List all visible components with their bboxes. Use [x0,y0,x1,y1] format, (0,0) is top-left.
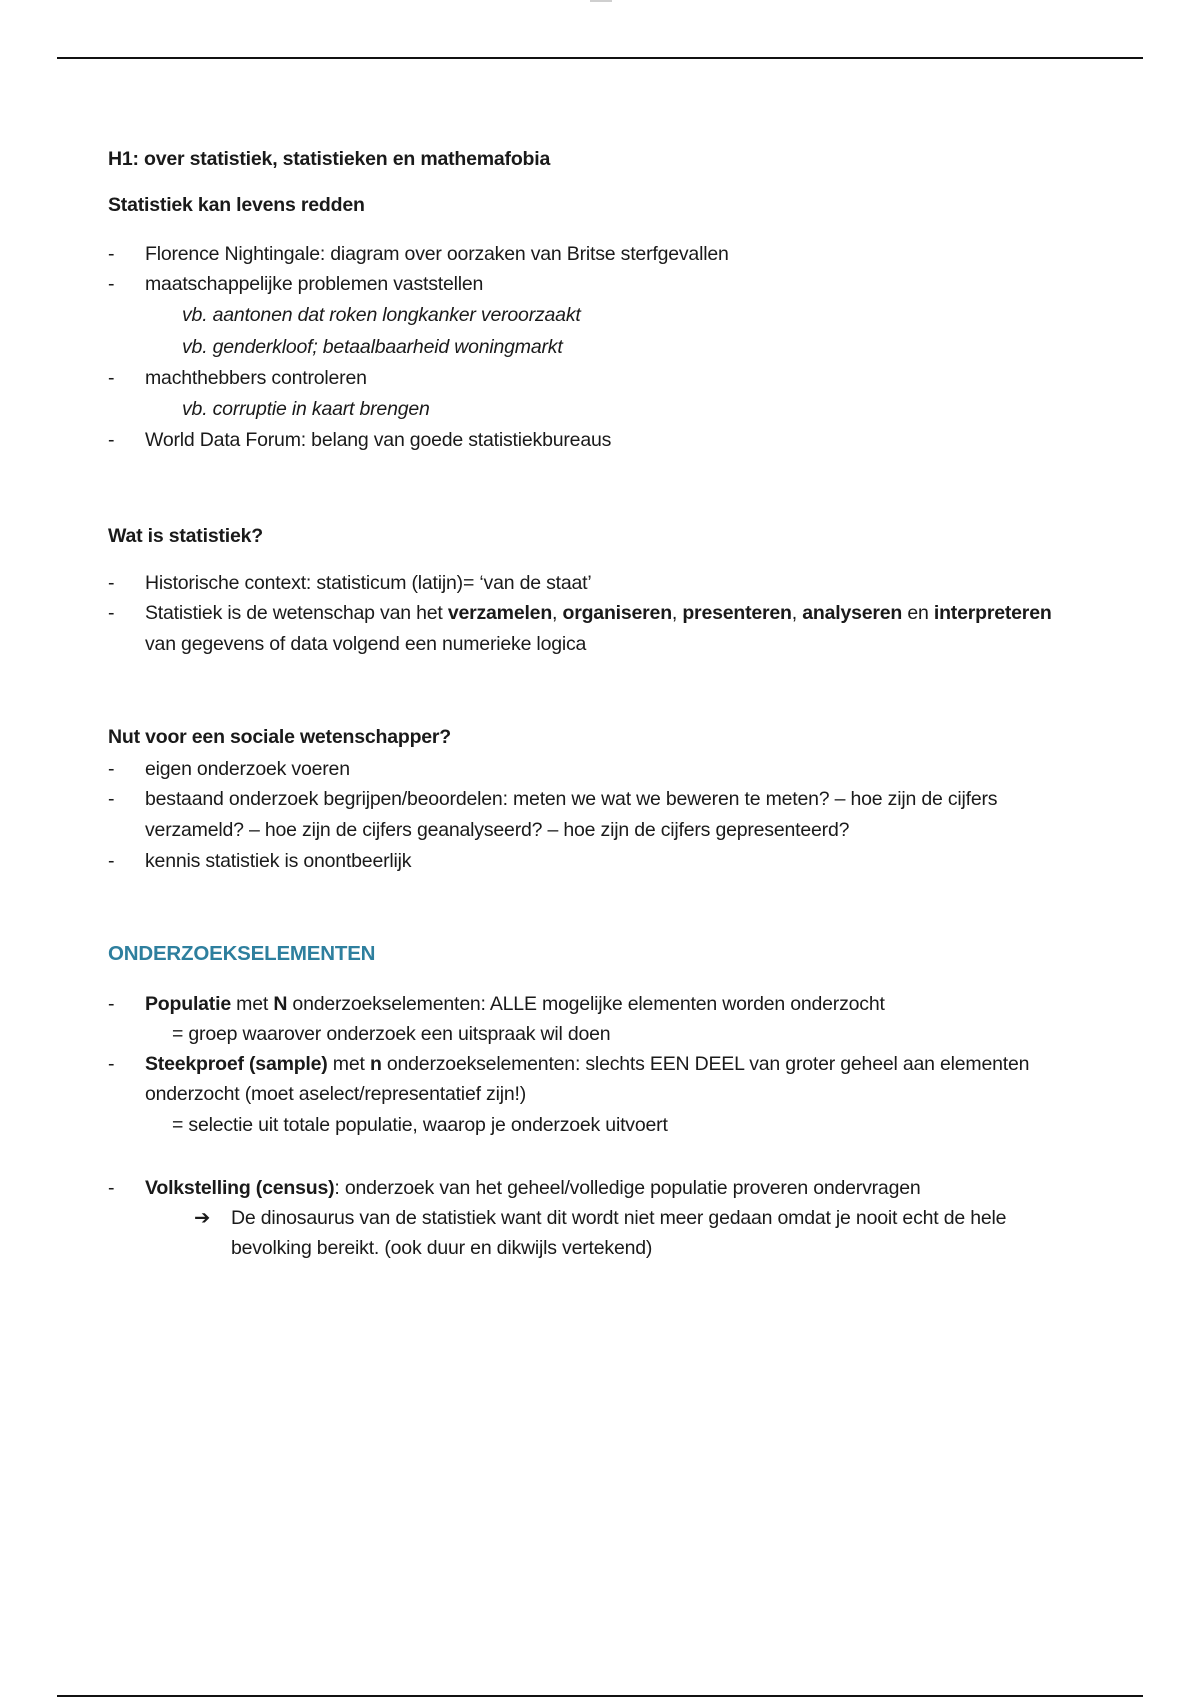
footer-rule [57,1695,1143,1697]
arrow-icon: ➔ [194,1207,211,1229]
bullet-dash: - [108,1177,115,1199]
keyword: analyseren [802,602,903,624]
keyword: interpreteren [933,602,1052,624]
bullet-dash: - [108,788,115,810]
text-run: , [791,602,803,624]
keyword: Volkstelling (census) [145,1177,335,1199]
list-item [145,601,1052,625]
bullet-dash: - [108,273,115,295]
text-run: Statistiek is de wetenschap van het [145,602,448,624]
section-heading: ONDERZOEKSELEMENTEN [108,942,376,965]
text-run: met [230,993,274,1015]
header-rule [57,57,1143,59]
keyword: N [273,993,288,1015]
list-item: bestaand onderzoek begrijpen/beoordelen: meten we wat we beweren te meten? – hoe zijn de cijfers [145,788,998,810]
bullet-dash: - [108,367,115,389]
bullet-dash: - [108,429,115,451]
keyword: Populatie [145,993,231,1015]
example-item: vb. corruptie in kaart brengen [182,398,430,420]
text-run: met [327,1053,370,1075]
list-item [145,992,885,1016]
bullet-dash: - [108,758,115,780]
list-item-continuation: onderzocht (moet aselect/representatief zijn!) [145,1083,526,1105]
definition: = selectie uit totale populatie, waarop je onderzoek uitvoert [172,1114,668,1136]
note-line: De dinosaurus van de statistiek want dit wordt niet meer gedaan omdat je nooit echt de hele [231,1207,1007,1229]
bullet-dash: - [108,850,115,872]
bullet-dash: - [108,243,115,265]
chapter-title: H1: over statistiek, statistieken en mathemafobia [108,148,551,170]
section-title: Wat is statistiek? [108,525,263,547]
note-line: bevolking bereikt. (ook duur en dikwijls vertekend) [231,1237,653,1259]
text-run: onderzoekselementen: slechts EEN DEEL van groter geheel aan elementen [381,1053,1030,1075]
keyword: Steekproef (sample) [145,1053,328,1075]
list-item: Florence Nightingale: diagram over oorzaken van Britse sterfgevallen [145,243,729,265]
list-item: World Data Forum: belang van goede statistiekbureaus [145,429,612,451]
keyword: verzamelen [447,602,553,624]
list-item: machthebbers controleren [145,367,367,389]
list-item [145,1176,921,1200]
bullet-dash: - [108,1053,115,1075]
text-run: en [902,602,934,624]
definition: = groep waarover onderzoek een uitspraak wil doen [172,1023,611,1045]
section-title: Nut voor een sociale wetenschapper? [108,726,452,748]
example-item: vb. aantonen dat roken longkanker veroorzaakt [182,304,581,326]
list-item-continuation: van gegevens of data volgend een numerieke logica [145,633,587,655]
bullet-dash: - [108,993,115,1015]
text-run: , [671,602,683,624]
list-item [145,1052,1029,1076]
keyword: presenteren [682,602,792,624]
header-mark [590,0,612,2]
bullet-dash: - [108,572,115,594]
keyword: n [369,1053,382,1075]
text-run: : onderzoek van het geheel/volledige populatie proveren ondervragen [334,1177,921,1199]
text-run: , [552,602,563,624]
text-run: onderzoekselementen: ALLE mogelijke elementen worden onderzocht [287,993,885,1015]
bullet-dash: - [108,602,115,624]
example-item: vb. genderkloof; betaalbaarheid woningmarkt [182,336,563,358]
list-item: kennis statistiek is onontbeerlijk [145,850,412,872]
list-item: maatschappelijke problemen vaststellen [145,273,484,295]
list-item: eigen onderzoek voeren [145,758,350,780]
list-item: Historische context: statisticum (latijn)= ‘van de staat’ [145,572,592,594]
keyword: organiseren [562,602,672,624]
list-item-continuation: verzameld? – hoe zijn de cijfers geanalyseerd? – hoe zijn de cijfers gepresenteerd? [145,819,850,841]
section-title: Statistiek kan levens redden [108,194,365,216]
